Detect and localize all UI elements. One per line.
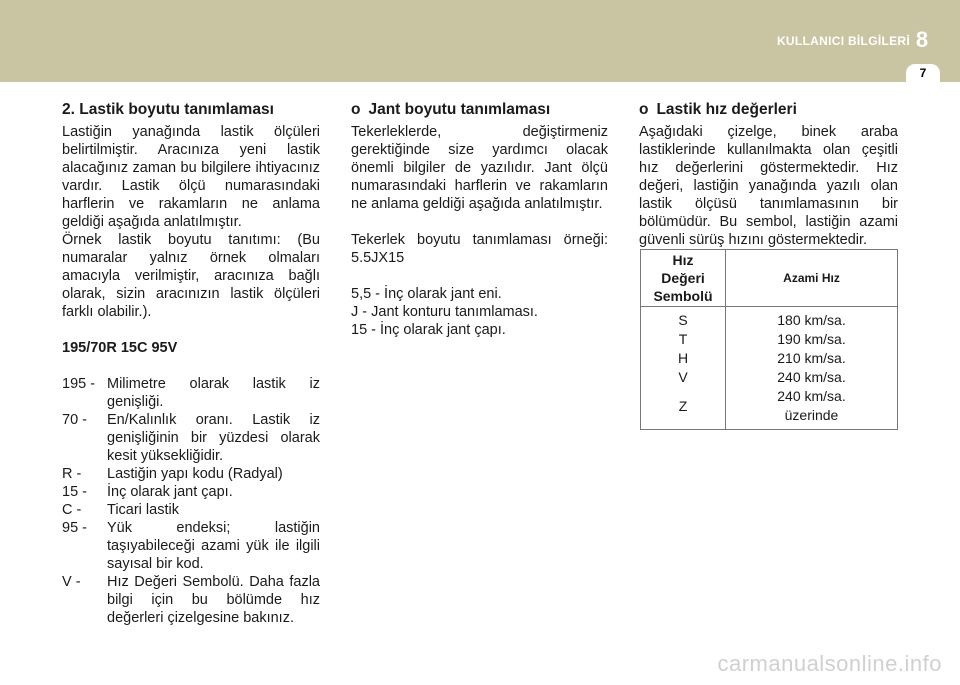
list-item-text: Milimetre olarak lastik iz genişliği. [107, 376, 320, 410]
list-item-key: R - [62, 466, 82, 482]
list-item [62, 483, 320, 501]
speed-rating-intro: Aşağıdaki çizelge, binek araba lastiklerinde kullanılmakta olan çeşitli hız değerlerini göstermektedir. Hız değeri, lastiğin yanağında yazılı olan lastik ölçüsü tanımlamasının bir bölümüdür. Bu sembol, lastiğin azami güvenli sürüş hızını göstermektedir. [639, 124, 898, 248]
list-item-text: Lastiğin yapı kodu (Radyal) [107, 466, 283, 482]
bullet: o [351, 101, 361, 118]
table-row [641, 330, 898, 349]
page-number: 7 [919, 66, 927, 80]
table-row [641, 311, 898, 330]
chapter-number: 8 [915, 27, 929, 52]
header-line: Değeri [661, 270, 705, 286]
speed-rating-table [640, 249, 898, 430]
max-speed [726, 387, 898, 430]
list-item [62, 465, 320, 483]
speed-symbol: H [641, 349, 726, 368]
speed-symbol: V [641, 368, 726, 387]
list-item [62, 411, 320, 465]
list-item-text: Yük endeksi; lastiğin taşıyabileceği azami yük ile ilgili sayısal bir kod. [107, 520, 320, 572]
max-speed: 180 km/sa. [726, 311, 898, 330]
tire-size-example-note: Örnek lastik boyutu tanıtımı: (Bu numaralar yalnız örnek olmaları amacıyla verilmiştir, aracınıza bağlı olarak, sizin aracınızın lastik ölçüleri farklı olabilir.). [62, 232, 320, 320]
max-speed: 190 km/sa. [726, 330, 898, 349]
max-speed: 240 km/sa. [726, 368, 898, 387]
rim-size-heading-text: Jant boyutu tanımlaması [368, 101, 551, 118]
table-header-row [641, 250, 898, 307]
header-band [0, 0, 960, 82]
list-item-key: 15 - [62, 484, 87, 500]
bullet: o [639, 101, 649, 118]
max-speed-column-header: Azami Hız [726, 250, 898, 307]
tire-size-example: 195/70R 15C 95V [62, 340, 178, 356]
tire-size-intro: Lastiğin yanağında lastik ölçüleri belirtilmiştir. Aracınıza yeni lastik alacağınız zaman bu bilgilere ihtiyacınız vardır. Lastik ölçü numarasındaki harflerin ve rakamların ne anlama geldiği aşağıda anlatılmıştır. [62, 124, 320, 230]
table-row [641, 368, 898, 387]
speed-rating-heading [639, 100, 898, 120]
list-item [62, 519, 320, 573]
rim-line: 15 - İnç olarak jant çapı. [351, 322, 506, 338]
list-item-key: V - [62, 574, 81, 590]
list-item-text: Ticari lastik [107, 502, 179, 518]
list-item-text: En/Kalınlık oranı. Lastik iz genişliğinin bir yüzdesi olarak kesit yüksekliğidir. [107, 412, 320, 464]
symbol-column-header [641, 250, 726, 307]
rim-size-heading [351, 100, 608, 120]
tire-size-heading: 2. Lastik boyutu tanımlaması [62, 101, 274, 118]
speed-rating-heading-text: Lastik hız değerleri [656, 101, 797, 118]
tire-size-section [62, 100, 320, 627]
max-speed-line: 240 km/sa. [777, 388, 846, 404]
rim-line: 5,5 - İnç olarak jant eni. [351, 286, 502, 302]
list-item-key: 195 - [62, 376, 96, 392]
list-item-text: İnç olarak jant çapı. [107, 484, 233, 500]
watermark: carmanualsonline.info [717, 651, 942, 676]
list-item-key: 95 - [62, 520, 87, 536]
list-item-text: Hız Değeri Sembolü. Daha fazla bilgi için bu bölümde hız değerleri çizelgesine bakınız. [107, 574, 320, 626]
speed-symbol: T [641, 330, 726, 349]
list-item-key: 70 - [62, 412, 87, 428]
max-speed: 210 km/sa. [726, 349, 898, 368]
speed-symbol: Z [641, 387, 726, 430]
list-item-key: C - [62, 502, 82, 518]
table-row [641, 349, 898, 368]
max-speed-line: üzerinde [784, 407, 839, 423]
speed-rating-section [639, 100, 898, 249]
header-line: Sembolü [653, 288, 713, 304]
rim-line: J - Jant konturu tanımlaması. [351, 304, 538, 320]
rim-size-example: Tekerlek boyutu tanımlaması örneği: 5.5JX15 [351, 232, 608, 266]
section-title: KULLANICI BİLGİLERİ [776, 34, 910, 48]
rim-size-section [351, 100, 608, 339]
header-line: Hız [672, 252, 694, 268]
list-item [62, 573, 320, 627]
table-row [641, 387, 898, 430]
list-item [62, 501, 320, 519]
list-item [62, 375, 320, 411]
rim-size-intro: Tekerleklerde, değiştirmeniz gerektiğinde size yardımcı olacak önemli bilgiler de yazılıdır. Jant ölçü numarasındaki harflerin ve rakamların ne anlama geldiği aşağıda anlatılmıştır. [351, 124, 608, 212]
speed-symbol: S [641, 311, 726, 330]
